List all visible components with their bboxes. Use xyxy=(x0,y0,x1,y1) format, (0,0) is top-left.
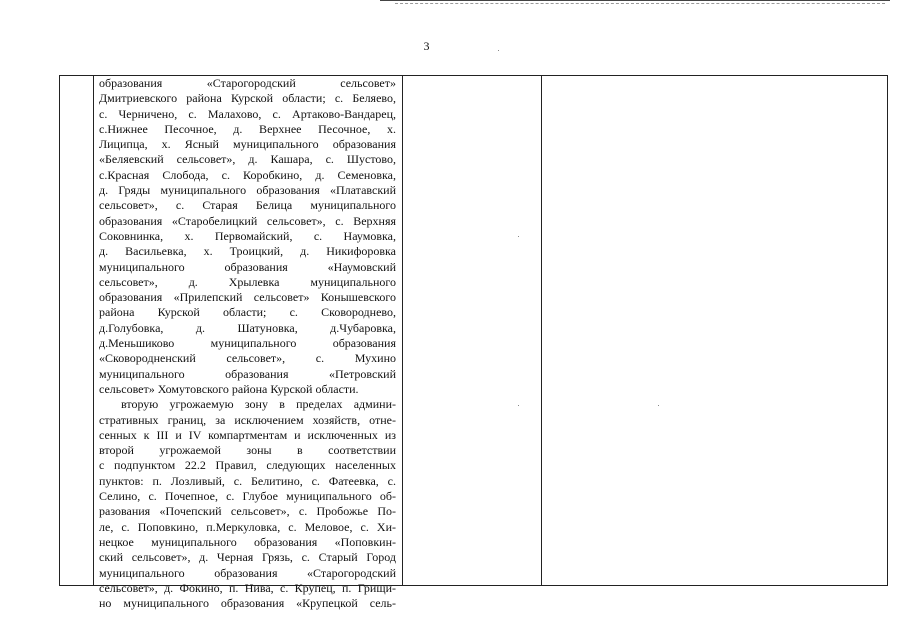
text-line: муниципального образования «Наумовский xyxy=(99,259,396,274)
text-line: ский сельсовет», д. Черная Грязь, с. Старый Город xyxy=(99,550,396,565)
text-line: сенных к III и IV компартментам и исключенных из xyxy=(99,427,396,442)
text-line: Дмитриевского района Курской области; с. Беляево, xyxy=(99,91,396,106)
text-line: Лиципца, х. Ясный муниципального образования xyxy=(99,137,396,152)
page-number: 3 xyxy=(423,39,430,53)
text-line: с.Нижнее Песочное, д. Верхнее Песочное, х. xyxy=(99,121,396,136)
text-line: сельсовет», д. Хрылевка муниципального xyxy=(99,274,396,289)
text-line: муниципального образования «Петровский xyxy=(99,366,396,381)
text-line: Соковнинка, х. Первомайский, с. Наумовка, xyxy=(99,228,396,243)
text-line: нецкое муниципального образования «Поповкин- xyxy=(99,534,396,549)
text-line: с. Черничено, с. Малахово, с. Артаково-Вандарец, xyxy=(99,106,396,121)
text-line: ле, с. Поповкино, п.Меркуловка, с. Меловое, с. Хи- xyxy=(99,519,396,534)
scan-speck xyxy=(498,50,499,51)
text-line: разования «Почепский сельсовет», с. Пробожье По- xyxy=(99,504,396,519)
text-line: д.Голубовка, д. Шатуновка, д.Чубаровка, xyxy=(99,320,396,335)
text-line: с подпунктом 22.2 Правил, следующих населенных xyxy=(99,458,396,473)
scan-speck xyxy=(518,405,519,406)
text-line: вторую угрожаемую зону в пределах админи- xyxy=(121,397,396,412)
text-line: пунктов: п. Лозливый, с. Белитино, с. Фатеевка, с. xyxy=(99,473,396,488)
text-line: д. Васильевка, х. Троицкий, д. Никифоровка xyxy=(99,244,396,259)
text-line: образования «Старобелицкий сельсовет», с. Верхняя xyxy=(99,213,396,228)
text-line: сельсовет», с. Старая Белица муниципального xyxy=(99,198,396,213)
text-line: образования «Старогородский сельсовет» xyxy=(99,76,396,90)
text-line: «Беляевский сельсовет», д. Кашара, с. Шустово, xyxy=(99,152,396,167)
scan-speck xyxy=(518,236,519,237)
text-line: стративных границ, за исключением хозяйств, отне- xyxy=(99,412,396,427)
table-cell-text xyxy=(99,76,396,611)
table-column-number xyxy=(59,75,94,586)
text-line: сельсовет» Хомутовского района Курской области. xyxy=(99,381,359,396)
text-line: д.Меньшиково муниципального образования xyxy=(99,336,396,351)
text-line: района Курской области; с. Сковороднево, xyxy=(99,305,396,320)
text-line: Селино, с. Почепное, с. Глубое муниципального об- xyxy=(99,489,396,504)
top-rule-faint xyxy=(395,3,885,4)
table-column-fourth xyxy=(542,75,888,586)
text-line: д. Гряды муниципального образования «Платавский xyxy=(99,183,396,198)
text-line: муниципального образования «Старогородский xyxy=(99,565,396,580)
text-line: второй угрожаемой зоны в соответствии xyxy=(99,443,396,458)
scan-speck xyxy=(658,405,659,406)
text-line: с.Красная Слобода, с. Коробкино, д. Семеновка, xyxy=(99,167,396,182)
text-line: образования «Прилепский сельсовет» Конышевского xyxy=(99,290,396,305)
table-column-third xyxy=(403,75,542,586)
text-line: «Сковородненский сельсовет», с. Мухино xyxy=(99,351,396,366)
top-rule xyxy=(380,0,890,1)
text-line: сельсовет», д. Фокино, п. Нива, с. Крупец, п. Грищи- xyxy=(99,580,396,595)
text-line: но муниципального образования «Крупецкой сель- xyxy=(99,596,396,611)
